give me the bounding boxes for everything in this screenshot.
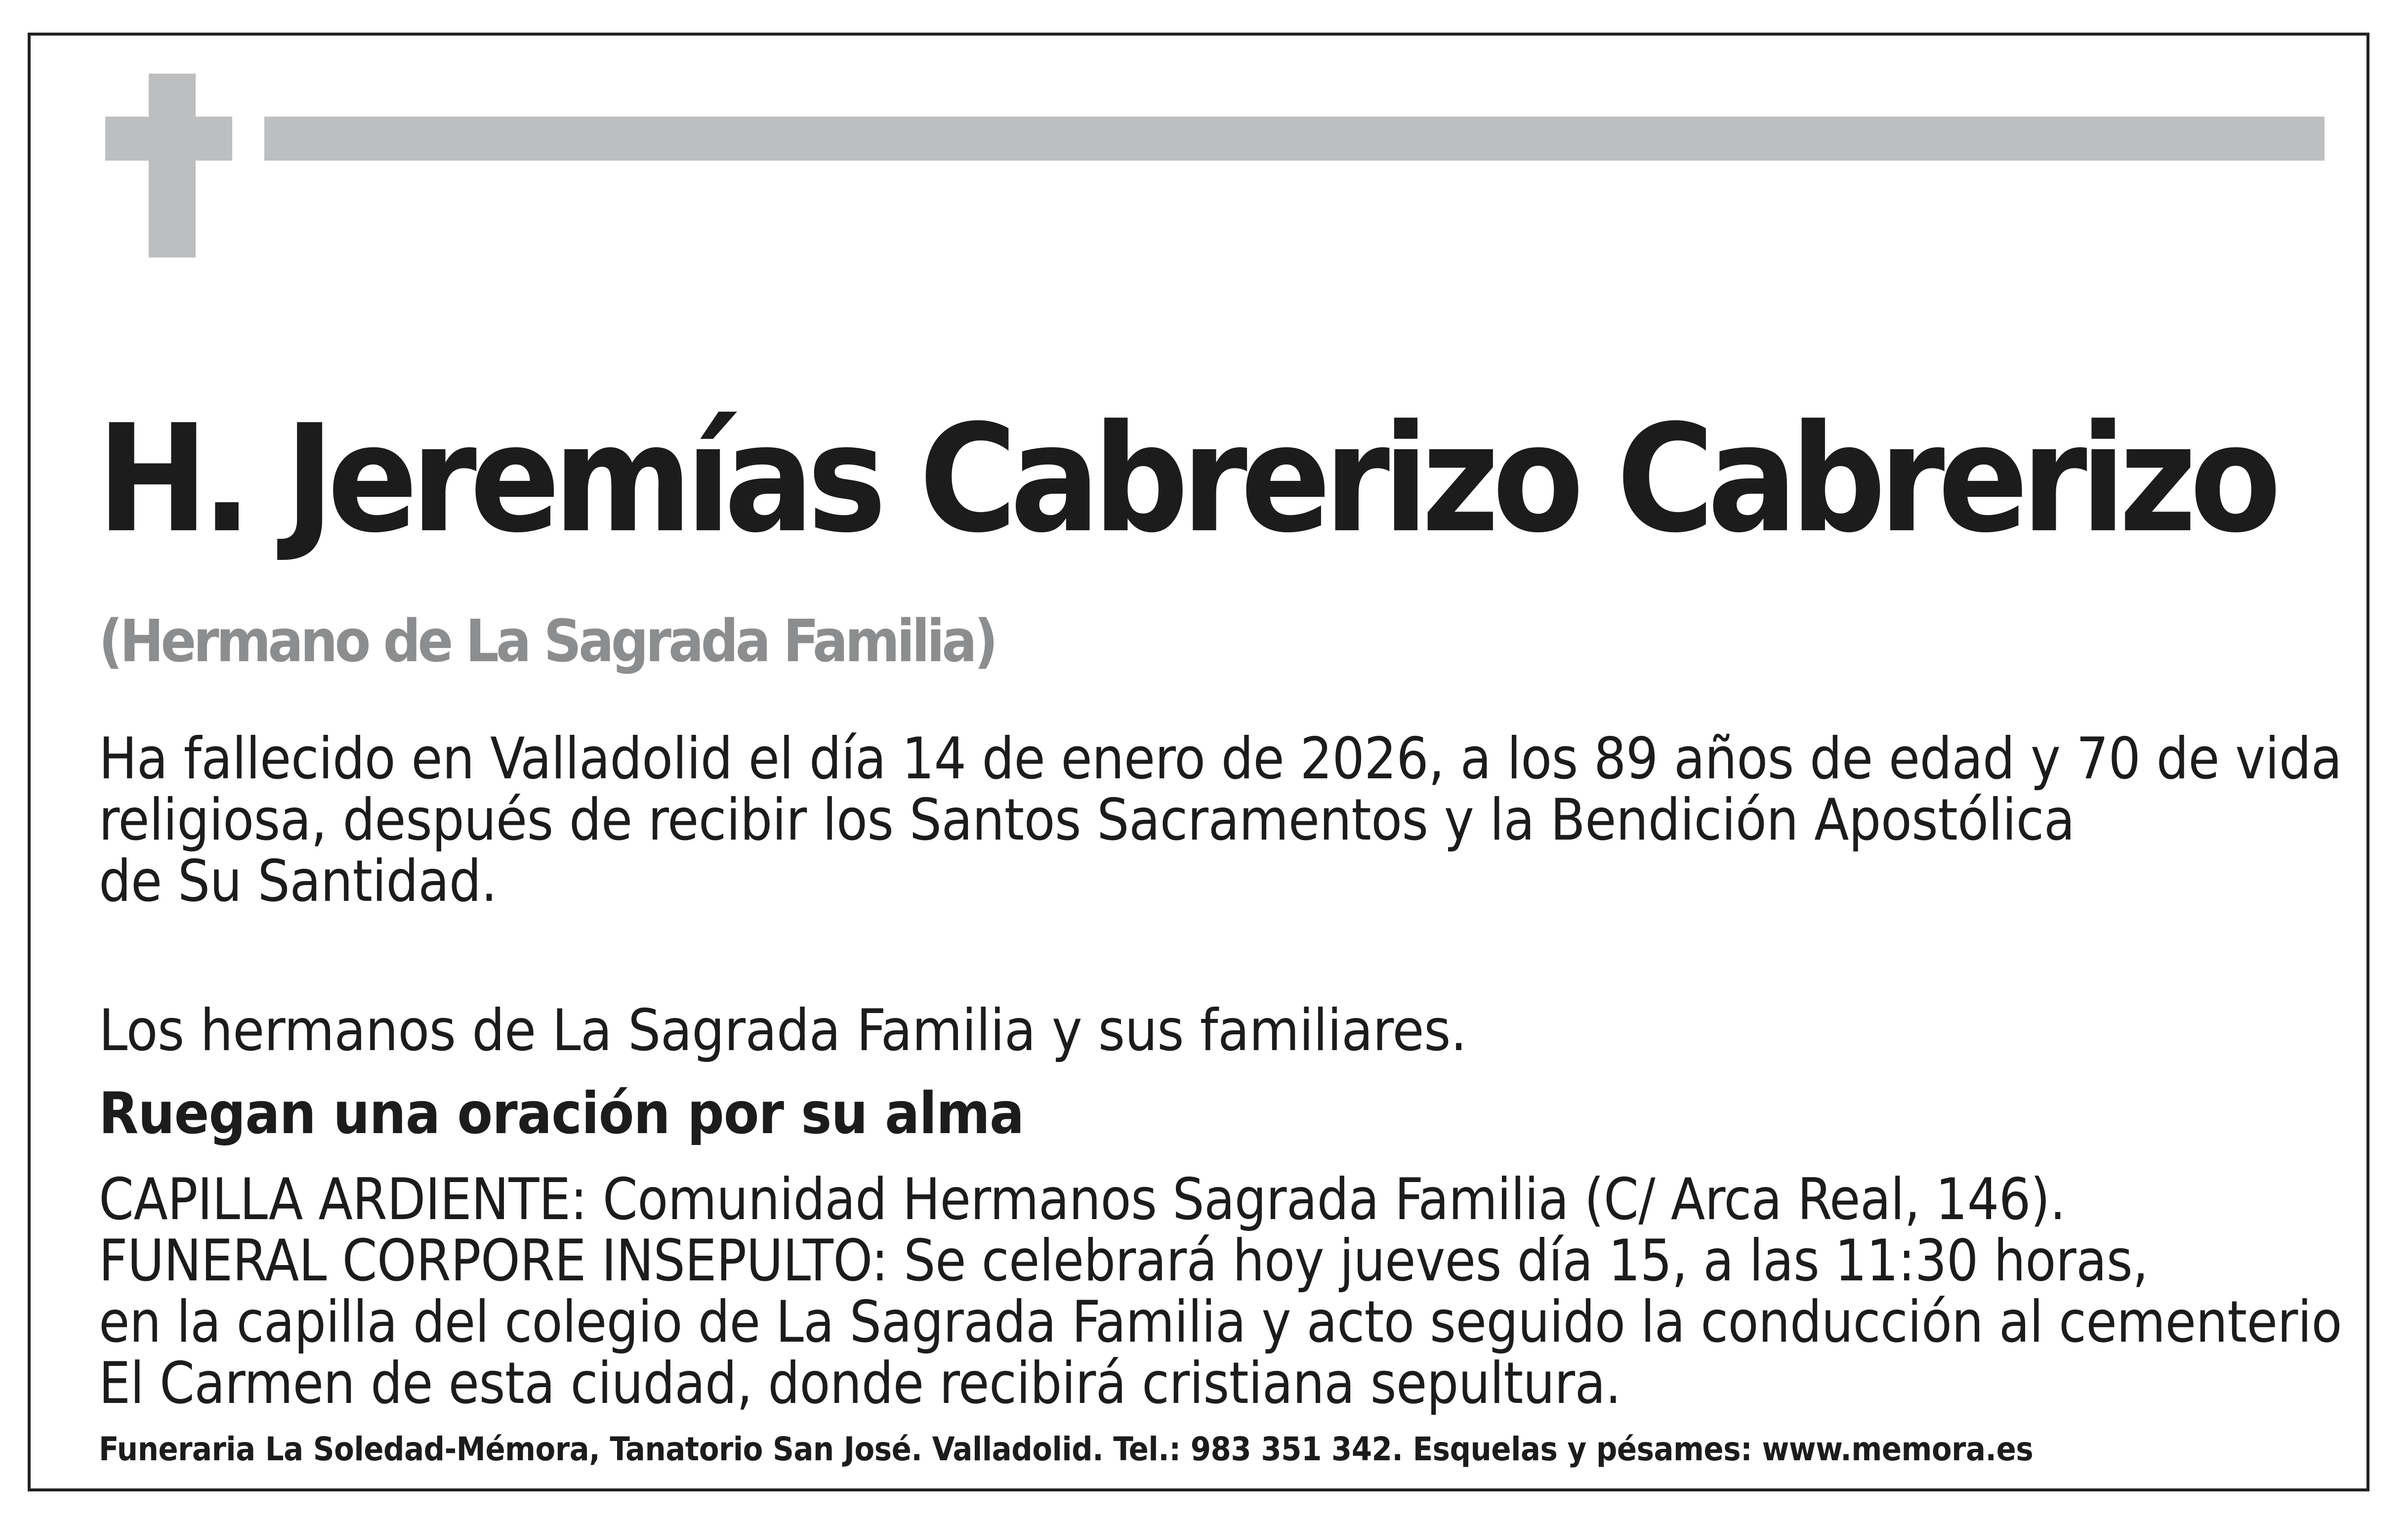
deceased-subtitle: (Hermano de La Sagrada Familia) [99, 607, 996, 675]
cross-icon-arm [105, 117, 232, 161]
cross-icon [149, 74, 196, 257]
details-line: CAPILLA ARDIENTE: Comunidad Hermanos Sagrada Familia (C/ Arca Real, 146). [99, 1166, 2066, 1233]
details-line: El Carmen de esta ciudad, donde recibirá cristiana sepultura. [99, 1350, 1621, 1417]
prayer-request: Ruegan una oración por su alma [99, 1080, 1024, 1147]
mourners-text [99, 997, 1467, 1064]
announcement-line: religiosa, después de recibir los Santos Sacramentos y la Bendición Apostólica [99, 787, 2075, 853]
announcement-line: Ha fallecido en Valladolid el día 14 de enero de 2026, a los 89 años de edad y 70 de vida [99, 725, 2342, 792]
deceased-name: H. Jeremías Cabrerizo Cabrerizo [97, 393, 2275, 565]
announcement-line: de Su Santidad. [99, 848, 497, 915]
header-rule [264, 117, 2325, 161]
details-line: en la capilla del colegio de La Sagrada Familia y acto seguido la conducción al cementerio [99, 1289, 2342, 1356]
mourners-line: Los hermanos de La Sagrada Familia y sus familiares. [99, 997, 1467, 1064]
funeral-details [99, 1166, 2407, 1417]
announcement-text [99, 725, 2374, 915]
details-line: FUNERAL CORPORE INSEPULTO: Se celebrará hoy jueves día 15, a las 11:30 horas, [99, 1228, 2148, 1294]
funeral-home-footer: Funeraria La Soledad-Mémora, Tanatorio San José. Valladolid. Tel.: 983 351 342. Esquelas y pésames: www.memora.es [99, 1430, 2034, 1468]
